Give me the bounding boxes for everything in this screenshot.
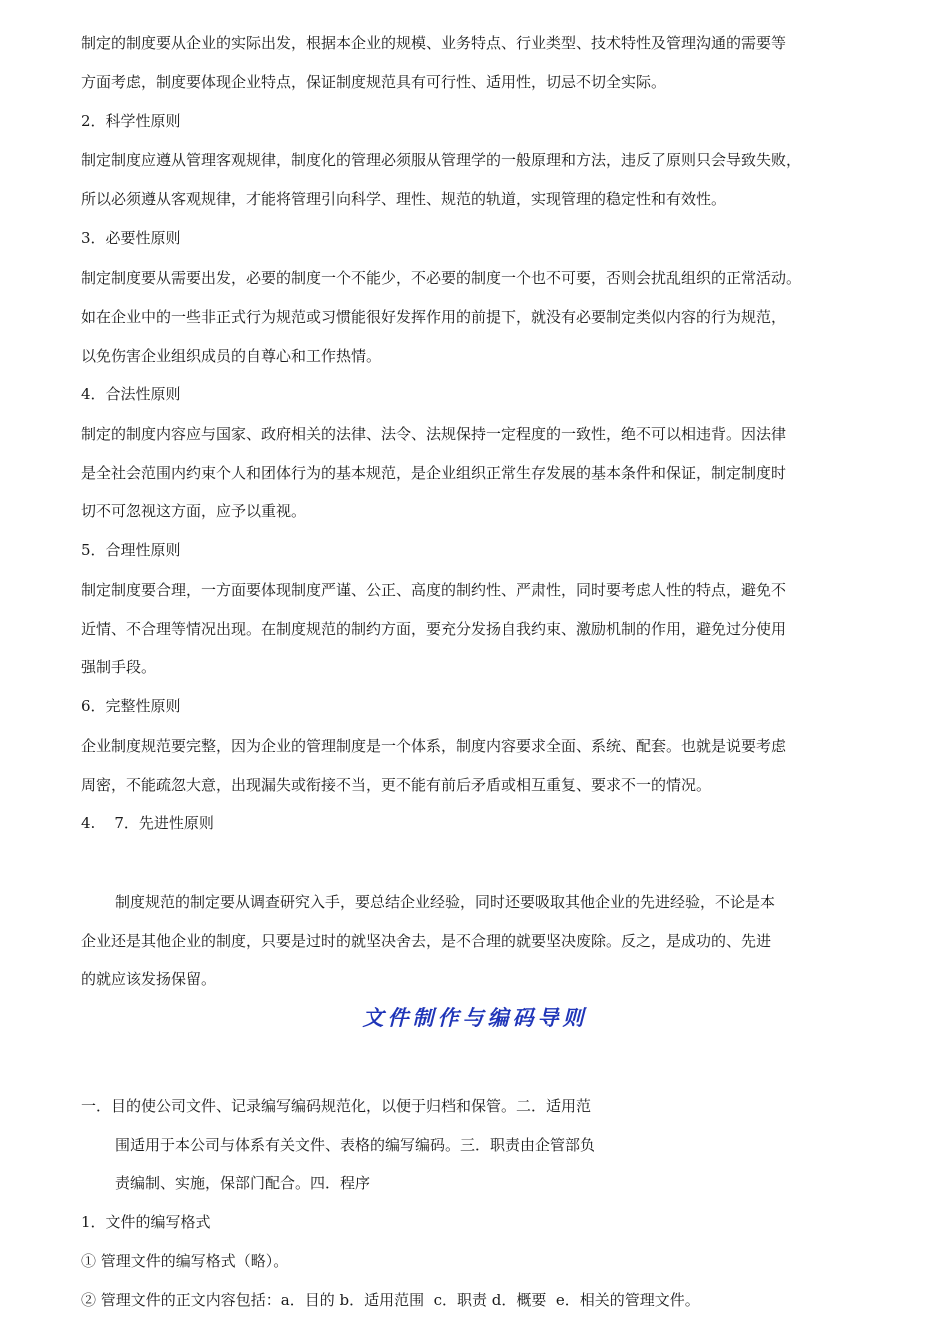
paragraph-line: 制度规范的制定要从调查研究入手，要总结企业经验，同时还要吸取其他企业的先进经验，不论是本 bbox=[115, 893, 776, 911]
paragraph-line: 强制手段。 bbox=[81, 658, 157, 676]
paragraph-line: 的就应该发扬保留。 bbox=[81, 970, 217, 988]
paragraph-line: 企业制度规范要完整，因为企业的管理制度是一个体系，制度内容要求全面、系统、配套。也就是说要考虑 bbox=[81, 737, 787, 755]
paragraph-line: 切不可忽视这方面，应予以重视。 bbox=[81, 502, 307, 520]
section-heading: 1．文件的编写格式 bbox=[81, 1213, 211, 1231]
list-item: ① 管理文件的编写格式（略）。 bbox=[81, 1252, 289, 1270]
paragraph-line: 制定制度应遵从管理客观规律，制度化的管理必须服从管理学的一般原理和方法，违反了原则只会导致失败， bbox=[81, 151, 802, 169]
paragraph-line: 所以必须遵从客观规律，才能将管理引向科学、理性、规范的轨道，实现管理的稳定性和有效性。 bbox=[81, 190, 727, 208]
paragraph-line: 制定的制度要从企业的实际出发，根据本企业的规模、业务特点、行业类型、技术特性及管理沟通的需要等 bbox=[81, 34, 787, 52]
section-heading: 5．合理性原则 bbox=[81, 541, 181, 559]
paragraph-line: 周密，不能疏忽大意，出现漏失或衔接不当，更不能有前后矛盾或相互重复、要求不一的情况。 bbox=[81, 776, 712, 794]
paragraph-line: 近情、不合理等情况出现。在制度规范的制约方面，要充分发扬自我约束、激励机制的作用，避免过分使用 bbox=[81, 620, 787, 638]
paragraph-line: 责编制、实施，保部门配合。四．程序 bbox=[115, 1174, 371, 1192]
paragraph-line: 一．目的使公司文件、记录编写编码规范化，以便于归档和保管。二．适用范 bbox=[81, 1097, 592, 1115]
paragraph-line: 制定的制度内容应与国家、政府相关的法律、法令、法规保持一定程度的一致性，绝不可以相违背。因法律 bbox=[81, 425, 787, 443]
paragraph-line: 制定制度要合理，一方面要体现制度严谨、公正、高度的制约性、严肃性，同时要考虑人性的特点，避免不 bbox=[81, 581, 787, 599]
list-item: ② 管理文件的正文内容包括：a．目的 b．适用范围 c．职责 d．概要 e．相关的管理文件。 bbox=[81, 1291, 700, 1309]
paragraph-line: 方面考虑，制度要体现企业特点，保证制度规范具有可行性、适用性，切忌不切全实际。 bbox=[81, 73, 667, 91]
section-title: 文件制作与编码导则 bbox=[362, 1006, 588, 1030]
paragraph-line: 制定制度要从需要出发，必要的制度一个不能少，不必要的制度一个也不可要，否则会扰乱组织的正常活动。 bbox=[81, 269, 802, 287]
paragraph-line: 以免伤害企业组织成员的自尊心和工作热情。 bbox=[81, 347, 382, 365]
section-heading: 6．完整性原则 bbox=[81, 697, 181, 715]
paragraph-line: 围适用于本公司与体系有关文件、表格的编写编码。三．职责由企管部负 bbox=[115, 1136, 596, 1154]
section-heading: 2．科学性原则 bbox=[81, 112, 181, 130]
section-heading: 4. 7．先进性原则 bbox=[81, 814, 214, 832]
paragraph-line: 企业还是其他企业的制度，只要是过时的就坚决舍去，是不合理的就要坚决废除。反之，是成功的、先进 bbox=[81, 932, 772, 950]
paragraph-line: 如在企业中的一些非正式行为规范或习惯能很好发挥作用的前提下，就没有必要制定类似内容的行为规范， bbox=[81, 308, 787, 326]
section-heading: 3．必要性原则 bbox=[81, 229, 181, 247]
section-heading: 4．合法性原则 bbox=[81, 385, 181, 403]
paragraph-line: 是全社会范围内约束个人和团体行为的基本规范，是企业组织正常生存发展的基本条件和保证，制定制度时 bbox=[81, 464, 787, 482]
